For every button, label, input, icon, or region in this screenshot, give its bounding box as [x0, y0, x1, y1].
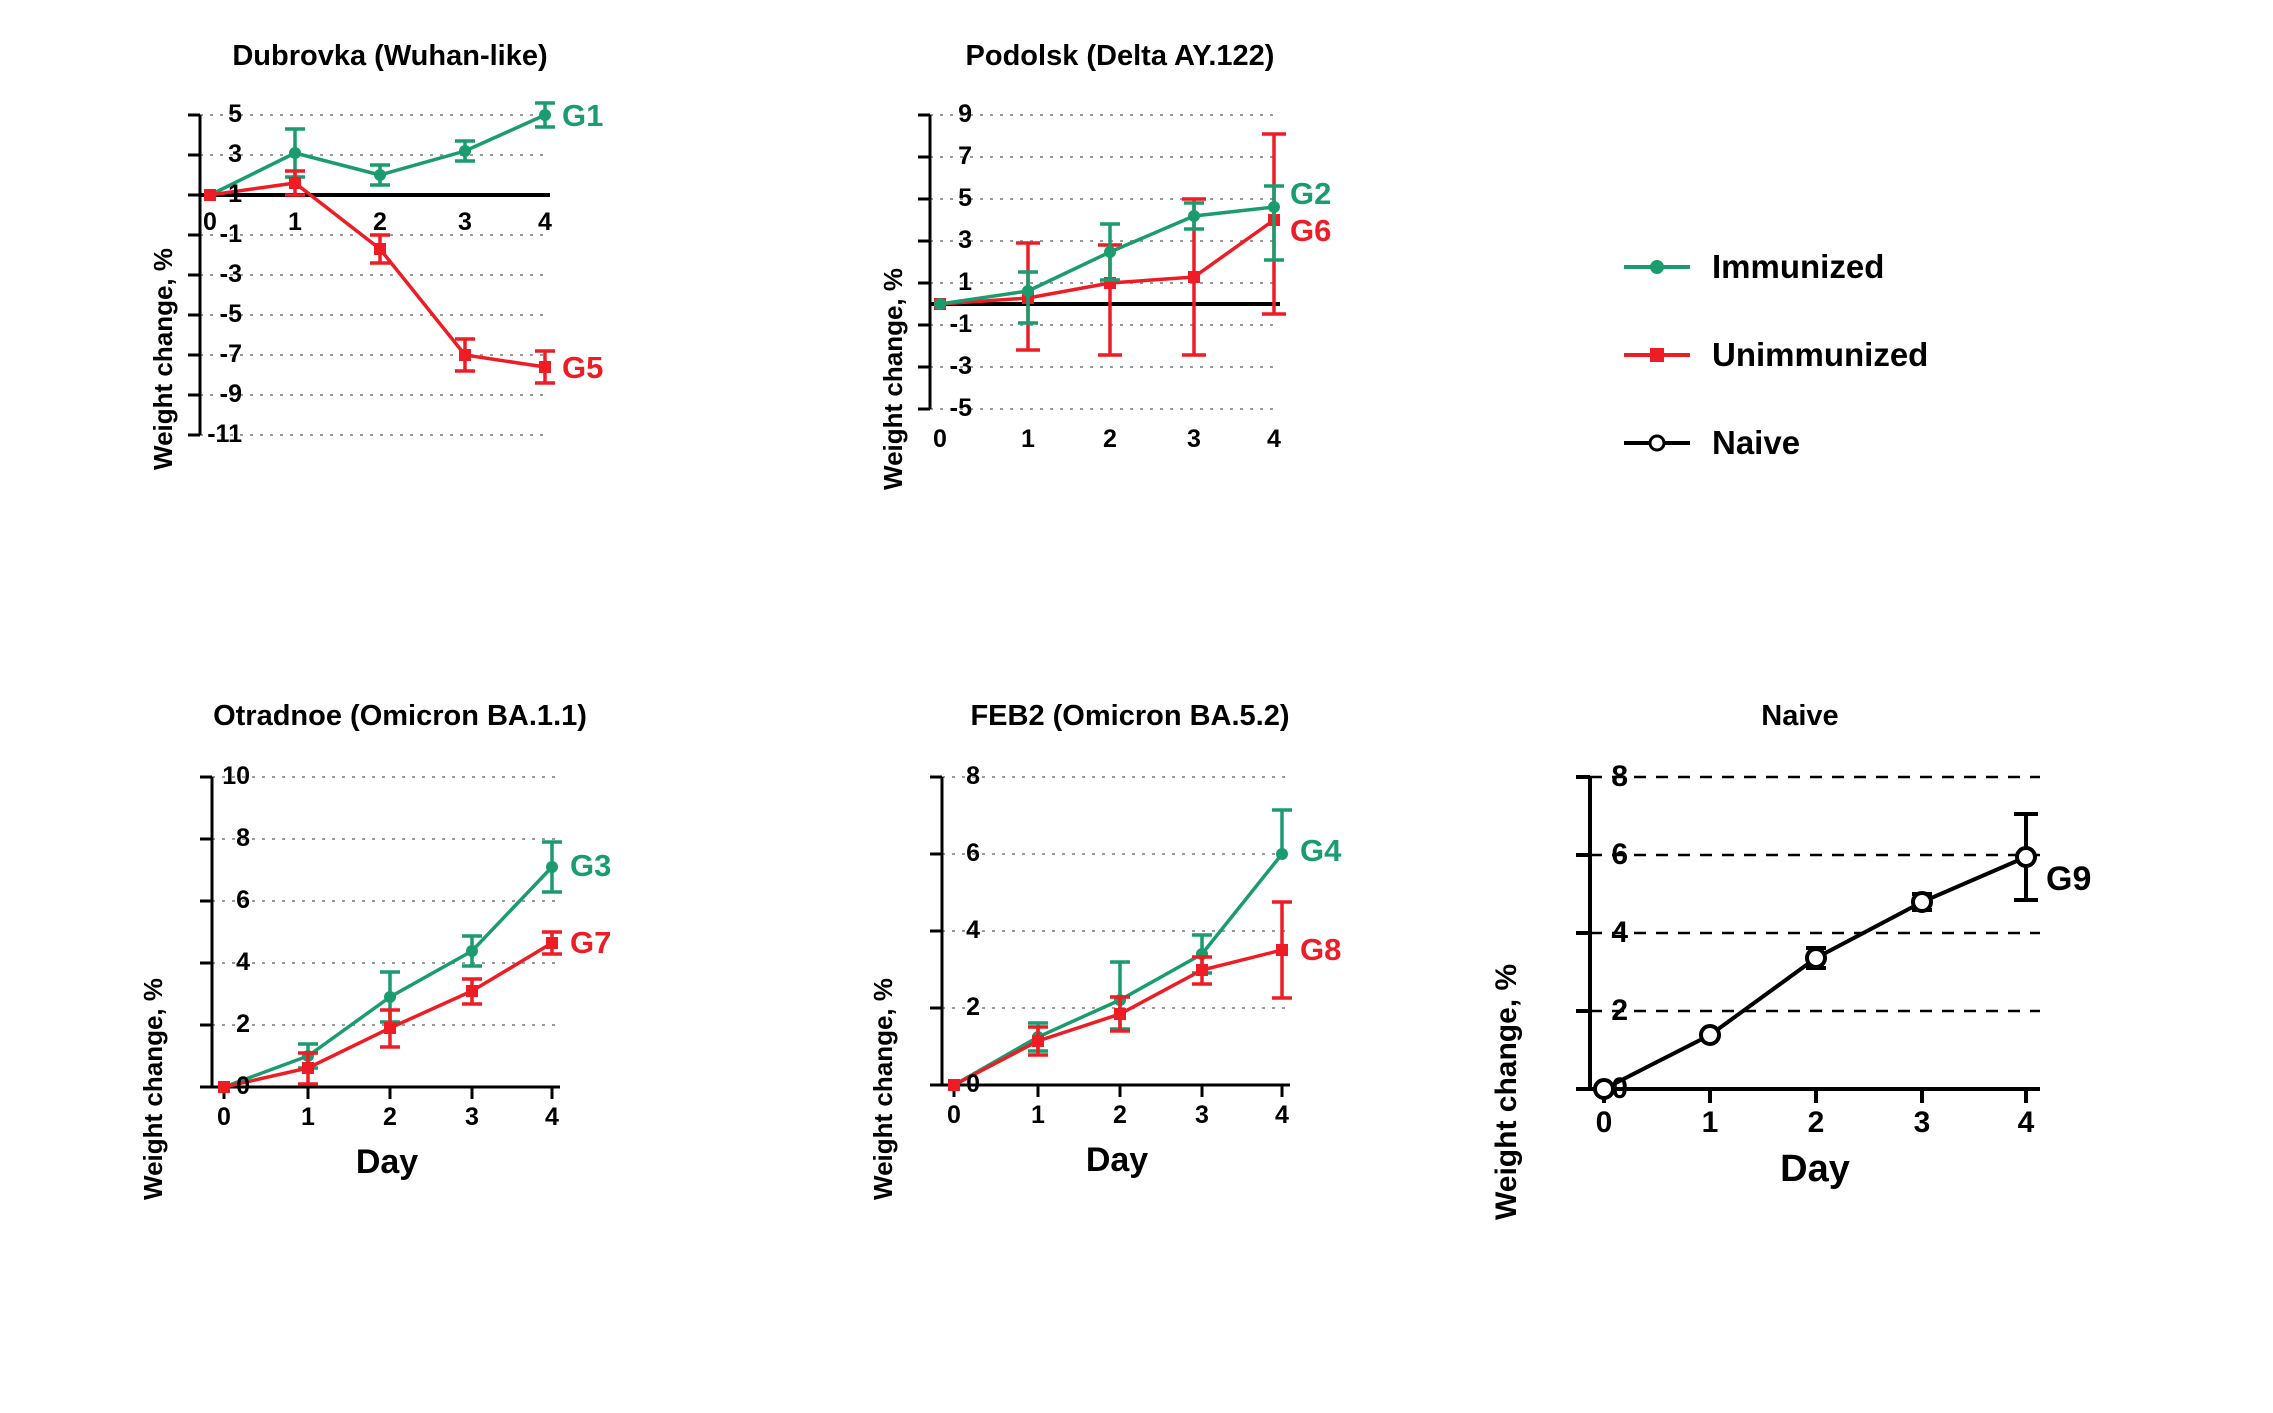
- y-tick: 6: [236, 886, 250, 914]
- y-axis-label: Weight change, %: [868, 978, 898, 1200]
- y-tick: 5: [228, 100, 242, 128]
- x-tick: 0: [203, 208, 217, 236]
- y-tick: 9: [958, 100, 972, 128]
- y-axis-label: Weight change, %: [878, 268, 908, 490]
- series-label-g3: G3: [570, 848, 612, 883]
- panel-title: Otradnoe (Omicron BA.1.1): [213, 700, 587, 732]
- y-tick: -1: [949, 310, 972, 338]
- legend-marker-unimmunized: [1620, 340, 1694, 370]
- x-tick: 4: [1267, 425, 1281, 453]
- y-tick: -5: [949, 394, 972, 422]
- legend-label-immunized: Immunized: [1712, 248, 1885, 285]
- panel-podolsk: [860, 40, 1380, 640]
- x-tick: 0: [933, 425, 947, 453]
- x-tick: 3: [1187, 425, 1201, 453]
- x-tick: 0: [947, 1101, 961, 1129]
- y-axis-label: Weight change, %: [148, 248, 178, 470]
- x-tick: 1: [301, 1103, 315, 1131]
- y-axis-label: Weight change, %: [1490, 963, 1523, 1220]
- y-tick: -1: [219, 220, 242, 248]
- series-label-g5: G5: [562, 350, 604, 385]
- y-tick: -5: [219, 300, 242, 328]
- y-tick: 2: [1611, 994, 1628, 1027]
- y-tick: 1: [228, 180, 242, 208]
- x-tick: 1: [1021, 425, 1035, 453]
- y-tick: 6: [1611, 838, 1628, 871]
- x-tick: 3: [458, 208, 472, 236]
- x-tick: 2: [1103, 425, 1117, 453]
- y-tick: 4: [1611, 916, 1628, 949]
- x-tick: 4: [2017, 1106, 2035, 1139]
- y-tick: 5: [958, 184, 972, 212]
- y-tick: 0: [966, 1070, 980, 1098]
- x-tick: 4: [545, 1103, 559, 1131]
- x-axis-label: Day: [1085, 1141, 1149, 1179]
- x-tick: 2: [383, 1103, 397, 1131]
- y-tick: 3: [958, 226, 972, 254]
- legend-label-unimmunized: Unimmunized: [1712, 336, 1929, 373]
- y-tick: 2: [966, 993, 980, 1021]
- y-tick: 8: [1611, 760, 1628, 793]
- panel-title: Dubrovka (Wuhan-like): [232, 40, 548, 72]
- y-tick: 7: [958, 142, 972, 170]
- panel-dubrovka: [130, 40, 650, 600]
- x-tick: 1: [1701, 1106, 1719, 1139]
- series-label-g1: G1: [562, 98, 604, 133]
- y-tick: -9: [219, 380, 242, 408]
- legend-label-naive: Naive: [1712, 424, 1801, 461]
- y-tick: -3: [219, 260, 242, 288]
- y-tick: 4: [236, 948, 250, 976]
- legend-item-unimmunized: [1620, 333, 1928, 377]
- x-tick: 3: [1195, 1101, 1209, 1129]
- x-tick: 1: [1031, 1101, 1045, 1129]
- x-tick: 4: [1275, 1101, 1289, 1129]
- y-tick: 0: [1611, 1072, 1628, 1105]
- legend-marker-immunized: [1620, 252, 1694, 282]
- panel-naive: [1480, 700, 2120, 1320]
- series-label-g9: G9: [2046, 860, 2092, 898]
- y-tick: 10: [222, 762, 250, 790]
- y-tick: 6: [966, 839, 980, 867]
- x-axis-label: Day: [355, 1143, 419, 1181]
- x-axis-label: Day: [1780, 1148, 1850, 1190]
- panel-otradnoe: [120, 700, 680, 1320]
- panel-title: Podolsk (Delta AY.122): [965, 40, 1275, 72]
- y-tick: 1: [958, 268, 972, 296]
- y-tick: 8: [236, 824, 250, 852]
- x-tick: 1: [288, 208, 302, 236]
- y-axis-label: Weight change, %: [138, 978, 168, 1200]
- x-tick: 3: [1913, 1106, 1931, 1139]
- y-tick: -7: [219, 340, 242, 368]
- y-tick: 3: [228, 140, 242, 168]
- x-tick: 4: [538, 208, 552, 236]
- y-tick: 0: [236, 1072, 250, 1100]
- x-tick: 2: [1113, 1101, 1127, 1129]
- x-tick: 2: [373, 208, 387, 236]
- series-label-g2: G2: [1290, 176, 1332, 211]
- legend-item-immunized: [1620, 245, 1884, 289]
- series-label-g8: G8: [1300, 932, 1342, 967]
- series-label-g4: G4: [1300, 833, 1342, 868]
- y-tick: -11: [207, 420, 242, 448]
- y-tick: 2: [236, 1010, 250, 1038]
- legend-marker-naive: [1620, 428, 1694, 458]
- series-label-g6: G6: [1290, 213, 1332, 248]
- y-tick: 8: [966, 762, 980, 790]
- x-tick: 0: [217, 1103, 231, 1131]
- panel-title: Naive: [1761, 700, 1839, 732]
- x-tick: 3: [465, 1103, 479, 1131]
- legend-item-naive: [1620, 421, 1800, 465]
- x-tick: 2: [1807, 1106, 1825, 1139]
- y-tick: 4: [966, 916, 980, 944]
- series-label-g7: G7: [570, 925, 612, 960]
- panel-feb2: [850, 700, 1410, 1320]
- x-tick: 0: [1595, 1106, 1613, 1139]
- y-tick: -3: [949, 352, 972, 380]
- legend: [1620, 245, 2120, 485]
- panel-title: FEB2 (Omicron BA.5.2): [970, 700, 1290, 732]
